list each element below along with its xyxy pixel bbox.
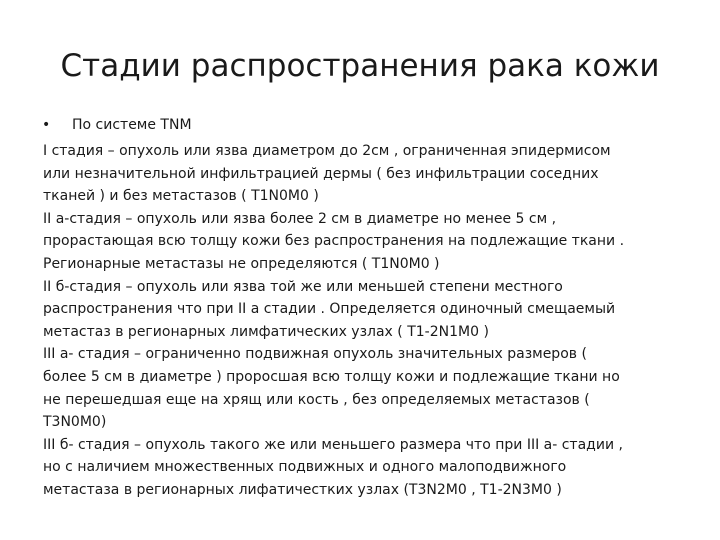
text-line: T3N0M0) <box>43 414 107 431</box>
bullet-item <box>42 114 192 136</box>
text-line: но с наличием множественных подвижных и одного малоподвижного <box>43 459 567 476</box>
text-line: или незначительной инфильтрацией дермы ( без инфильтрации соседних <box>43 165 599 182</box>
text-line: II б-стадия – опухоль или язва той же или меньшей степени местного <box>43 278 563 295</box>
stage-paragraph <box>43 434 683 502</box>
slide-title: Стадии распространения рака кожи <box>60 48 660 84</box>
text-line: распространения что при II а стадии . Определяется одиночный смещаемый <box>43 301 616 318</box>
stage-paragraph <box>43 276 683 344</box>
stage-paragraph <box>43 208 683 276</box>
text-line: тканей ) и без метастазов ( T1N0M0 ) <box>43 188 319 205</box>
text-line: метастаз в регионарных лимфатических узлах ( T1-2N1M0 ) <box>43 323 489 340</box>
text-line: не перешедшая еще на хрящ или кость , без определяемых метастазов ( <box>43 391 590 408</box>
text-line: II а-стадия – опухоль или язва более 2 см в диаметре но менее 5 см , <box>43 210 557 227</box>
bullet-marker: • <box>42 117 51 133</box>
stage-paragraph <box>43 140 683 208</box>
text-line: Регионарные метастазы не определяются ( T1N0M0 ) <box>43 255 440 272</box>
stage-paragraph <box>43 343 683 433</box>
text-line: метастаза в регионарных лифатичестких узлах (T3N2M0 , T1-2N3M0 ) <box>43 481 562 498</box>
text-line: более 5 см в диаметре ) проросшая всю толщу кожи и подлежащие ткани но <box>43 368 620 385</box>
bullet-text: По системе TNM <box>72 117 192 133</box>
text-line: прорастающая всю толщу кожи без распространения на подлежащие ткани . <box>43 233 625 250</box>
text-line: III б- стадия – опухоль такого же или меньшего размера что при III а- стадии , <box>43 436 623 453</box>
text-line: III а- стадия – ограниченно подвижная опухоль значительных размеров ( <box>43 346 587 363</box>
stages-text <box>43 140 683 502</box>
text-line: I стадия – опухоль или язва диаметром до 2см , ограниченная эпидермисом <box>43 143 611 159</box>
